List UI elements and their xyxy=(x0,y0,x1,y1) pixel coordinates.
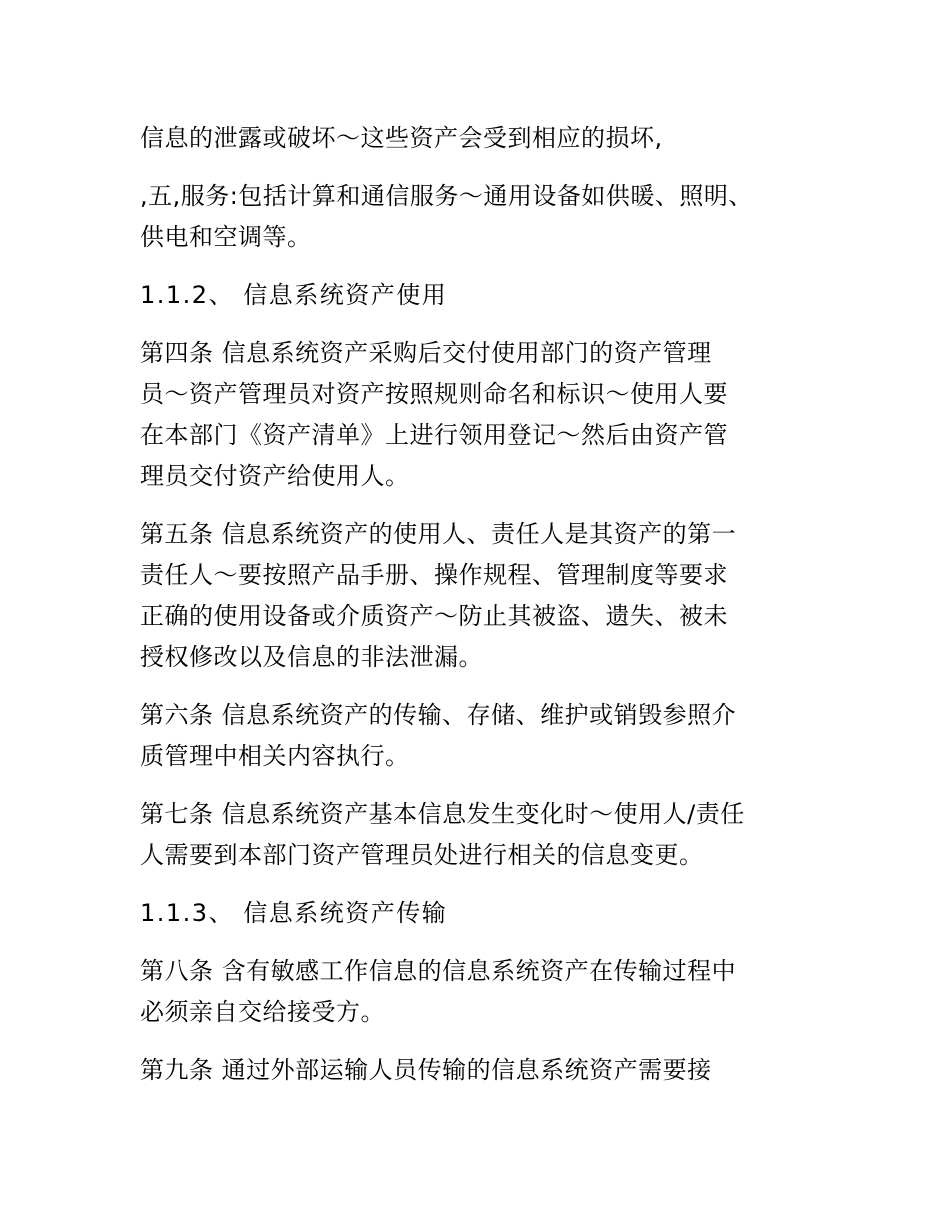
text-line: 第七条 信息系统资产基本信息发生变化时～使用人/责任 xyxy=(140,800,745,828)
paragraph-asset-damage xyxy=(140,118,820,159)
paragraph-article-4 xyxy=(140,333,820,497)
text-line: 人需要到本部门资产管理员处进行相关的信息变更。 xyxy=(140,841,704,869)
text-line: 第五条 信息系统资产的使用人、责任人是其资产的第一 xyxy=(140,520,737,548)
text-line: 必须亲自交给接受方。 xyxy=(140,998,385,1026)
paragraph-article-8 xyxy=(140,951,820,1033)
text-line: ,五,服务:包括计算和通信服务～通用设备如供暖、照明、 xyxy=(140,182,753,210)
paragraph-article-9 xyxy=(140,1050,820,1091)
section-heading-asset-use: 1.1.2、 信息系统资产使用 xyxy=(140,281,448,309)
text-line: 正确的使用设备或介质资产～防止其被盗、遗失、被未 xyxy=(140,602,728,630)
text-line: 第六条 信息系统资产的传输、存储、维护或销毁参照介 xyxy=(140,701,737,729)
document-page xyxy=(140,118,820,1108)
text-line: 在本部门《资产清单》上进行领用登记～然后由资产管 xyxy=(140,421,728,449)
text-line: 第四条 信息系统资产采购后交付使用部门的资产管理 xyxy=(140,339,712,367)
paragraph-services xyxy=(140,176,820,258)
text-line: 员～资产管理员对资产按照规则命名和标识～使用人要 xyxy=(140,380,728,408)
paragraph-article-6 xyxy=(140,695,820,777)
text-line: 供电和空调等。 xyxy=(140,223,312,251)
paragraph-article-5 xyxy=(140,514,820,678)
text-line: 责任人～要按照产品手册、操作规程、管理制度等要求 xyxy=(140,561,728,589)
text-line: 理员交付资产给使用人。 xyxy=(140,462,410,490)
text-line: 第八条 含有敏感工作信息的信息系统资产在传输过程中 xyxy=(140,957,737,985)
text-line: 第九条 通过外部运输人员传输的信息系统资产需要接 xyxy=(140,1056,712,1084)
text-line: 信息的泄露或破坏～这些资产会受到相应的损坏, xyxy=(140,124,663,152)
section-heading-asset-transfer: 1.1.3、 信息系统资产传输 xyxy=(140,899,448,927)
paragraph-article-7 xyxy=(140,794,820,876)
text-line: 授权修改以及信息的非法泄漏。 xyxy=(140,643,483,671)
text-line: 质管理中相关内容执行。 xyxy=(140,742,410,770)
